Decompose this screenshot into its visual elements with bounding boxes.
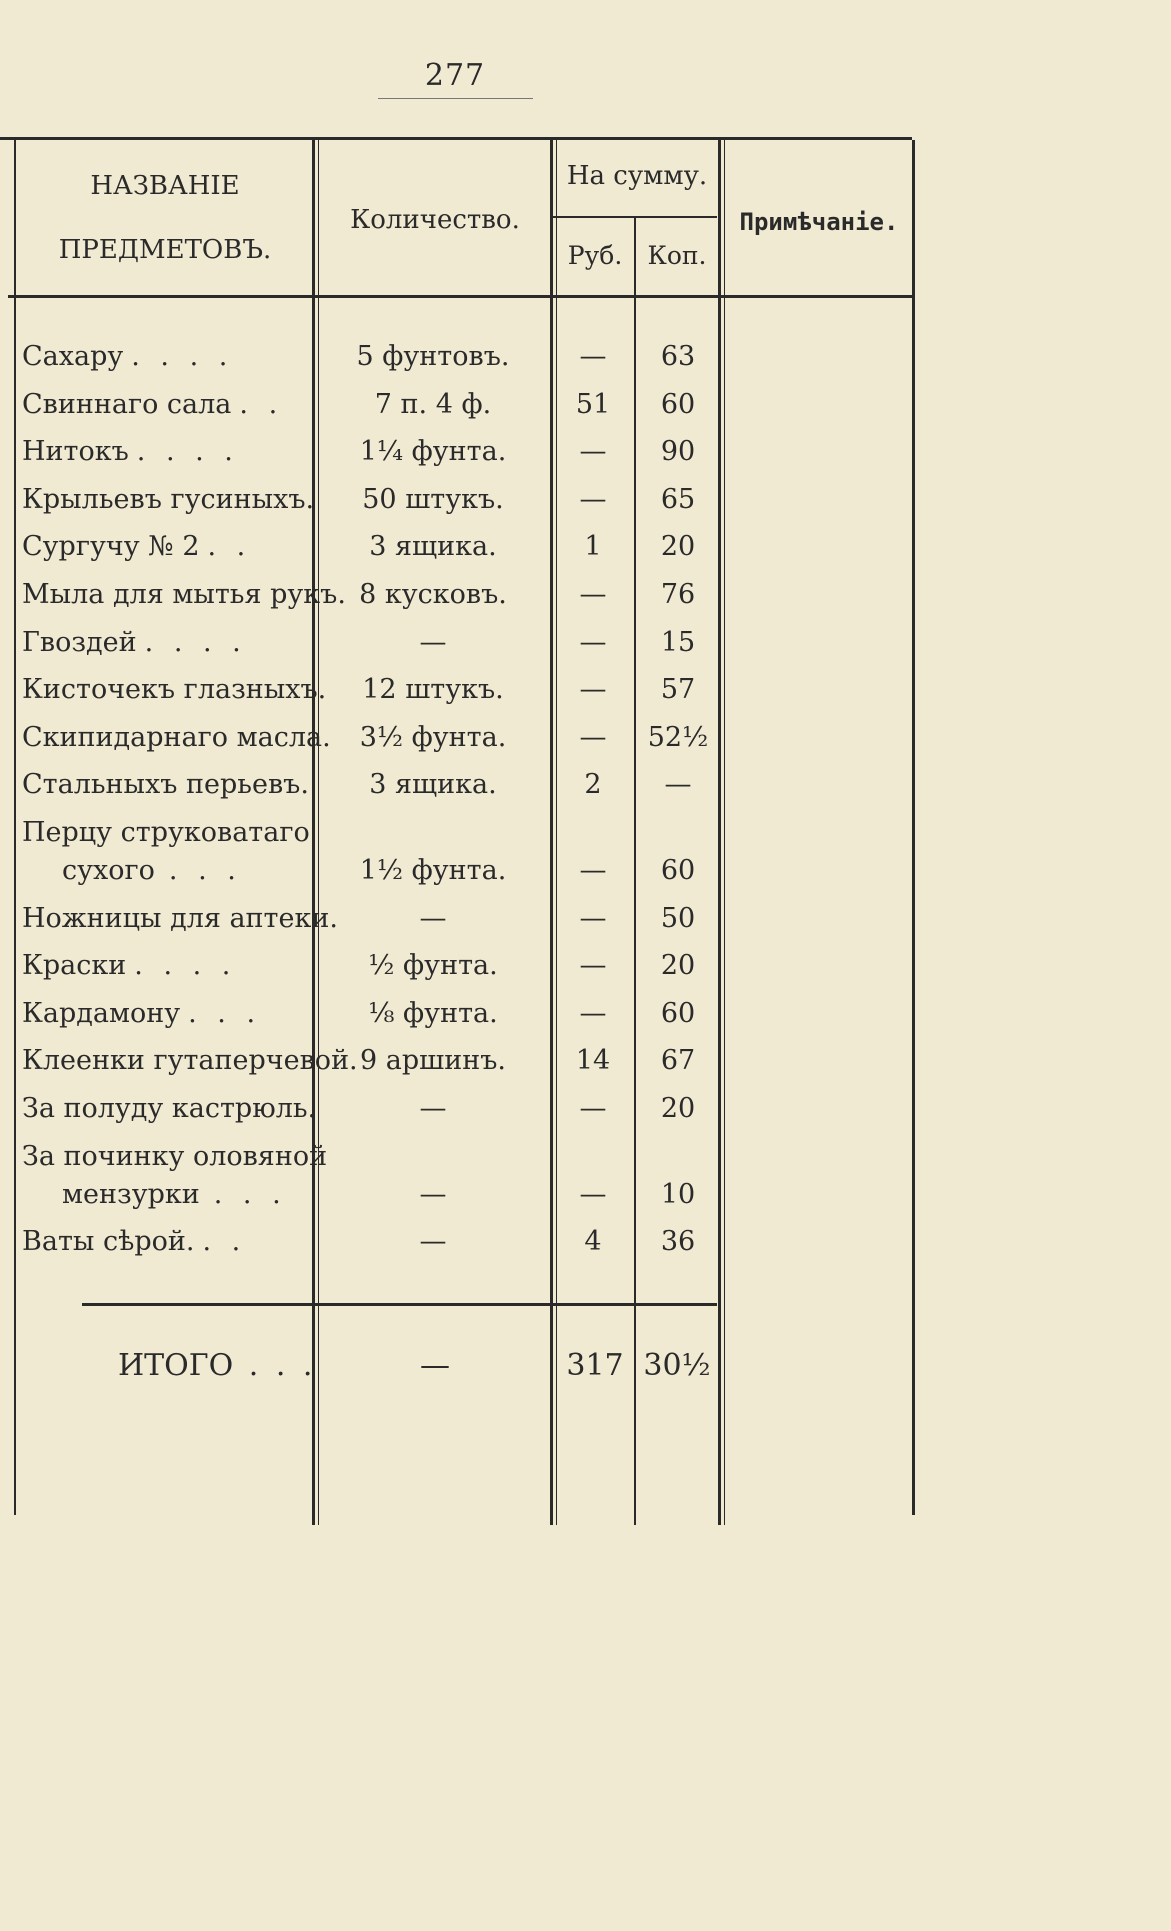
row-quantity: 1½ фунта. <box>359 855 507 886</box>
row-name-text: Кисточекъ глазныхъ. <box>22 674 327 706</box>
row-name2-text: мензурки <box>62 1178 200 1210</box>
row-quantity: — <box>419 1178 447 1210</box>
row-rub: — <box>579 341 607 372</box>
total-top-border <box>82 1303 717 1306</box>
row-rub: — <box>579 1178 607 1210</box>
row-rub: — <box>579 855 607 886</box>
row-quantity: 7 п. 4 ф. <box>374 388 492 420</box>
row-name-text: Крыльевъ гусиныхъ. <box>22 483 315 515</box>
row-kop: 65 <box>660 483 696 515</box>
table-right-border <box>912 140 915 1515</box>
table-left-border <box>14 140 16 1515</box>
row-name-text: Ваты сѣрой. <box>22 1226 195 1258</box>
header-sum: На сумму. <box>566 161 708 191</box>
row-quantity: 3 ящика. <box>369 531 497 563</box>
row-name-text: Гвоздей <box>22 626 137 658</box>
row-name <box>22 388 312 422</box>
row-name <box>22 721 331 755</box>
row-name-text: Скипидарнаго масла. <box>22 721 331 753</box>
row-rub: — <box>579 674 607 706</box>
header-bottom-border <box>8 295 913 298</box>
row-name <box>22 1140 328 1174</box>
row-kop: 90 <box>660 436 696 468</box>
row-kop: 52½ <box>647 721 709 753</box>
row-quantity: 3½ фунта. <box>359 721 507 753</box>
row-name-text: Перцу струковатаго <box>22 817 310 848</box>
row-kop: 15 <box>660 626 696 658</box>
page-number: 277 <box>424 58 486 93</box>
row-name <box>22 816 312 850</box>
total-label-dots: . . . <box>248 1348 317 1383</box>
row-rub: — <box>579 436 607 468</box>
row-name-text: Ножницы для аптеки. <box>22 902 338 934</box>
row-name-dots: . . . <box>213 1178 287 1210</box>
row-name-text: За полуду кастрюль. <box>22 1093 317 1124</box>
row-rub: — <box>579 579 607 610</box>
sum-note-divider <box>718 140 721 1525</box>
row-name-dots: . . <box>202 1226 247 1258</box>
row-quantity: — <box>419 902 447 934</box>
row-name <box>22 673 327 707</box>
row-name-text: Мыла для мытья рукъ. <box>22 579 346 610</box>
row-kop: — <box>664 769 692 801</box>
row-name-dots: . . . . <box>131 341 234 372</box>
row-name-text: Краски <box>22 950 127 982</box>
header-name-line1: НАЗВАНІЕ <box>90 171 240 201</box>
row-kop: 63 <box>660 341 696 372</box>
row-quantity: — <box>419 1093 447 1124</box>
header-quantity: Количество. <box>350 205 520 235</box>
header-rub: Руб. <box>567 241 623 270</box>
row-rub: — <box>579 626 607 658</box>
row-kop: 76 <box>660 579 696 610</box>
row-name-text: Клеенки гутаперчевой. <box>22 1045 358 1077</box>
row-name-continuation <box>22 1178 352 1212</box>
total-quantity: — <box>420 1348 450 1383</box>
row-rub: — <box>579 902 607 934</box>
row-name2-text: сухого <box>62 855 155 886</box>
row-name-dots: . . . . <box>144 626 247 658</box>
row-quantity: — <box>419 1226 447 1258</box>
row-name <box>22 483 315 517</box>
row-kop: 10 <box>660 1178 696 1210</box>
row-kop: 20 <box>660 950 696 982</box>
row-name-dots: . . . <box>168 855 242 886</box>
row-quantity: ½ фунта. <box>368 950 498 982</box>
row-kop: 60 <box>660 855 696 886</box>
row-name-text: Стальныхъ перьевъ. <box>22 769 309 801</box>
row-quantity: 1¼ фунта. <box>359 436 507 468</box>
row-name-dots: . . . <box>188 997 262 1029</box>
sum-note-divider-2 <box>724 140 725 1525</box>
row-name-text: Сургучу № 2 <box>22 531 200 563</box>
row-name <box>22 768 312 802</box>
header-name-line2: ПРЕДМЕТОВЪ. <box>58 235 272 265</box>
row-rub: 51 <box>575 388 611 420</box>
total-label-text: ИТОГО <box>118 1348 234 1383</box>
row-name-text: Кардамону <box>22 997 181 1029</box>
row-quantity: — <box>419 626 447 658</box>
total-kop: 30½ <box>643 1348 711 1383</box>
header-kop: Коп. <box>647 241 707 270</box>
row-name <box>22 1092 317 1126</box>
row-name <box>22 949 312 983</box>
row-name-text: Сахару <box>22 341 124 372</box>
row-rub: 1 <box>584 531 602 563</box>
row-rub: — <box>579 721 607 753</box>
row-name-dots: . . <box>239 388 284 420</box>
row-rub: — <box>579 950 607 982</box>
name-quantity-divider <box>312 140 315 1525</box>
row-name <box>22 902 338 936</box>
row-quantity: 3 ящика. <box>369 769 497 801</box>
row-kop: 50 <box>660 902 696 934</box>
row-kop: 67 <box>660 1045 696 1077</box>
row-quantity: 50 штукъ. <box>362 483 504 515</box>
row-name-continuation <box>22 854 352 888</box>
row-rub: — <box>579 1093 607 1124</box>
total-rub: 317 <box>566 1348 624 1383</box>
row-name-dots: . . . . <box>136 436 239 468</box>
row-quantity: 12 штукъ. <box>362 674 504 706</box>
row-name <box>22 626 312 660</box>
row-kop: 60 <box>660 388 696 420</box>
row-kop: 60 <box>660 997 696 1029</box>
row-name-dots: . . <box>207 531 252 563</box>
quantity-sum-divider <box>550 140 553 1525</box>
row-name <box>22 435 312 469</box>
row-name <box>22 1044 358 1078</box>
page-number-rule <box>378 98 533 99</box>
row-name-dots: . . . . <box>134 950 237 982</box>
row-kop: 20 <box>660 531 696 563</box>
header-note: Примѣчаніе. <box>739 208 899 236</box>
row-kop: 36 <box>660 1226 696 1258</box>
row-name <box>22 530 312 564</box>
row-name <box>22 1225 312 1259</box>
row-name <box>22 997 312 1031</box>
rub-kop-divider <box>634 216 636 1525</box>
row-name-text: Свиннаго сала <box>22 388 232 420</box>
row-name-text: За починку оловяной <box>22 1140 328 1172</box>
row-kop: 57 <box>660 674 696 706</box>
row-quantity: 5 фунтовъ. <box>356 341 510 372</box>
row-quantity: 9 аршинъ. <box>360 1045 506 1077</box>
row-name-text: Нитокъ <box>22 436 129 468</box>
table-top-border <box>0 137 912 140</box>
row-rub: 4 <box>584 1226 602 1258</box>
row-quantity: ⅛ фунта. <box>368 997 498 1029</box>
row-kop: 20 <box>660 1093 696 1124</box>
row-quantity: 8 кусковъ. <box>359 579 507 610</box>
row-rub: 2 <box>584 769 602 801</box>
row-rub: — <box>579 483 607 515</box>
total-label <box>118 1348 316 1383</box>
row-rub: — <box>579 997 607 1029</box>
row-name <box>22 578 346 612</box>
row-name <box>22 340 312 374</box>
row-rub: 14 <box>575 1045 611 1077</box>
